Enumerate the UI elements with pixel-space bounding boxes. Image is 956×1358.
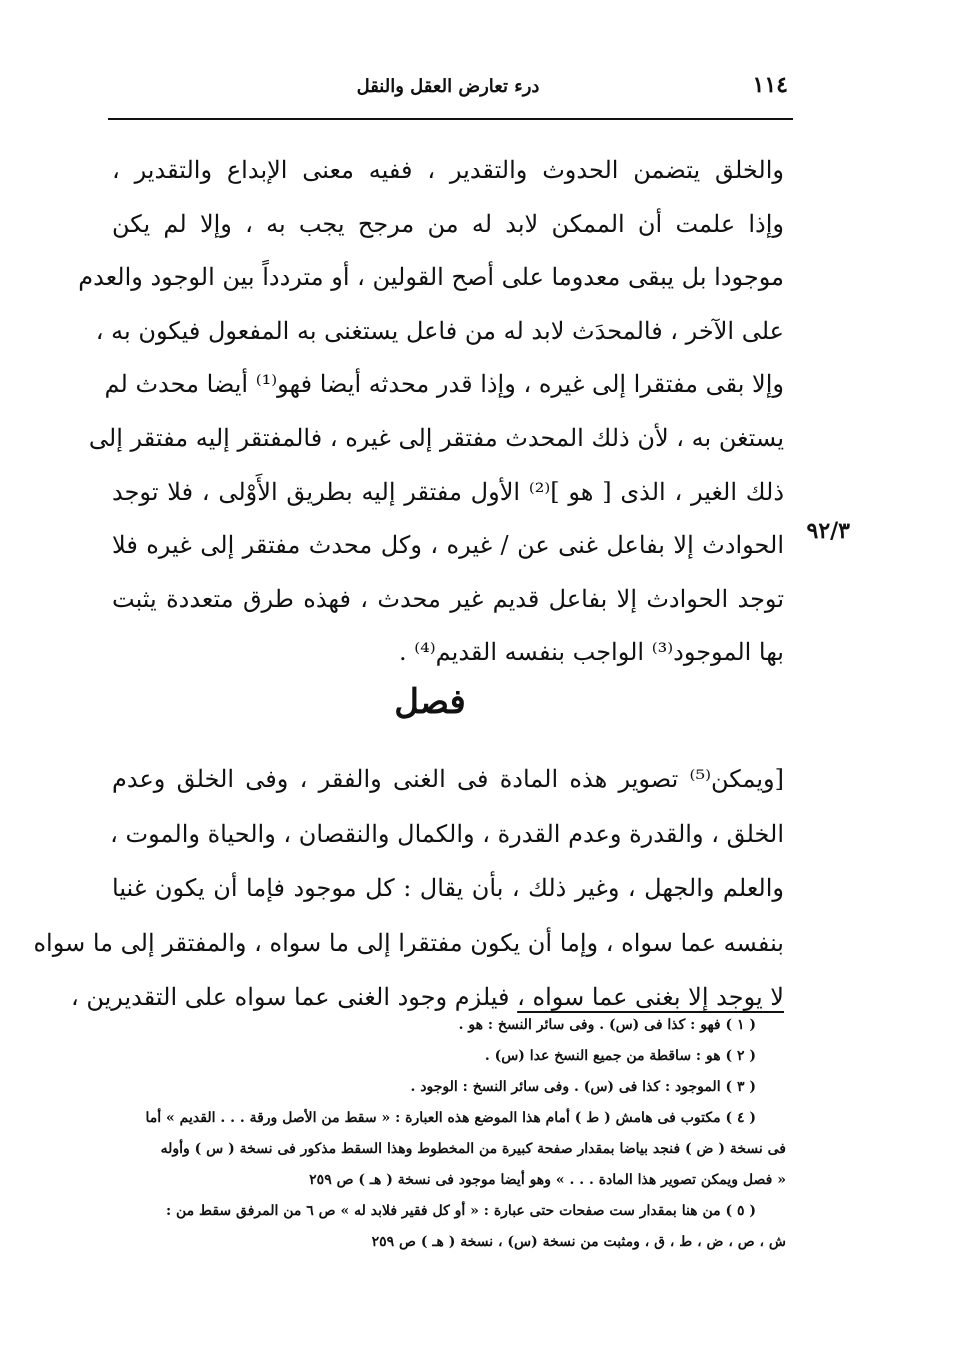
text-line: والعلم والجهل ، وغير ذلك ، بأن يقال : كل موجود فإما أن يكون غنيا [112, 874, 784, 902]
text-line: بها الموجود⁽³⁾ الواجب بنفسه القديم⁽⁴⁾ . [398, 638, 784, 667]
running-title: درء تعارض العقل والنقل [356, 76, 540, 97]
margin-page-reference: ٩٢/٣ [806, 518, 850, 544]
footnote-2: ( ٢ ) هو : ساقطة من جميع النسخ عدا (س) . [484, 1048, 756, 1064]
page-number: ١١٤ [752, 72, 788, 98]
page-header [108, 68, 788, 108]
text-line: يستغن به ، لأن ذلك المحدث مفتقر إلى غيره ، فالمفتقر إليه مفتقر إلى [88, 423, 784, 452]
text-line: الحوادث إلا بفاعل غنى عن / غيره ، وكل محدث مفتقر إلى غيره فلا [112, 531, 784, 560]
line-remainder: فيلزم وجود الغنى عما سواه على التقديرين ، [70, 983, 518, 1011]
underlined-phrase: لا يوجد إلا بغنى عما سواه ، [517, 983, 784, 1011]
footnote-1: ( ١ ) فهو : كذا فى (س) . وفى سائر النسخ : هو . [458, 1017, 756, 1033]
footnote-5-cont: ش ، ص ، ض ، ط ، ق ، ومثبت من نسخة (س) ، نسخة ( هـ ) ص ٢٥٩ [371, 1234, 786, 1250]
text-line: الخلق ، والقدرة وعدم القدرة ، والكمال والنقصان ، والحياة والموت ، [110, 819, 784, 848]
text-line: وإلا بقى مفتقرا إلى غيره ، وإذا قدر محدثه أيضا فهو⁽¹⁾ أيضا محدث لم [104, 370, 784, 399]
footnote-5: ( ٥ ) من هنا بمقدار ست صفحات حتى عبارة : « أو كل فقير فلابد له » ص ٦ من المرفق سقط من : [165, 1203, 756, 1219]
footnotes [110, 1010, 786, 1258]
footnote-3: ( ٣ ) الموجود : كذا فى (س) . وفى سائر النسخ : الوجود . [410, 1079, 756, 1095]
section-paragraph [33, 752, 784, 1025]
text-line: ذلك الغير ، الذى [ هو ]⁽²⁾ الأول مفتقر إليه بطريق الأَوْلى ، فلا توجد [112, 477, 785, 506]
text-line: [ويمكن⁽⁵⁾ تصوير هذه المادة فى الغنى والفقر ، وفى الخلق وعدم [112, 765, 784, 793]
text-line: والخلق يتضمن الحدوث والتقدير ، ففيه معنى الإبداع والتقدير ، [112, 156, 784, 184]
text-line: بنفسه عما سواه ، وإما أن يكون مفتقرا إلى ما سواه ، والمفتقر إلى ما سواه [33, 928, 784, 957]
footnote-4-cont: فى نسخة ( ض ) فنجد بياضا بمقدار صفحة كبيرة من المخطوط وهذا السقط مذكور فى نسخة ( س ) وأوله [160, 1141, 786, 1157]
footnote-4-cont: « فصل ويمكن تصوير هذا المادة . . . » وهو أيضا موجود فى نسخة ( هـ ) ص ٢٥٩ [309, 1172, 786, 1188]
main-paragraph [78, 144, 785, 680]
section-heading: فصل [394, 682, 466, 722]
footnote-4: ( ٤ ) مكتوب فى هامش ( ط ) أمام هذا الموضع هذه العبارة : « سقط من الأصل ورقة . . . القديم » أما [145, 1110, 756, 1126]
text-line: توجد الحوادث إلا بفاعل قديم غير محدث ، فهذه طرق متعددة يثبت [112, 584, 784, 613]
text-line: على الآخر ، فالمحدَث لابد له من فاعل يستغنى به المفعول فيكون به ، [95, 316, 784, 345]
header-rule [108, 118, 793, 120]
text-line: موجودا بل يبقى معدوما على أصح القولين ، أو متردداً بين الوجود والعدم [78, 263, 784, 292]
text-line: وإذا علمت أن الممكن لابد له من مرجح يجب به ، وإلا لم يكن [112, 209, 784, 238]
